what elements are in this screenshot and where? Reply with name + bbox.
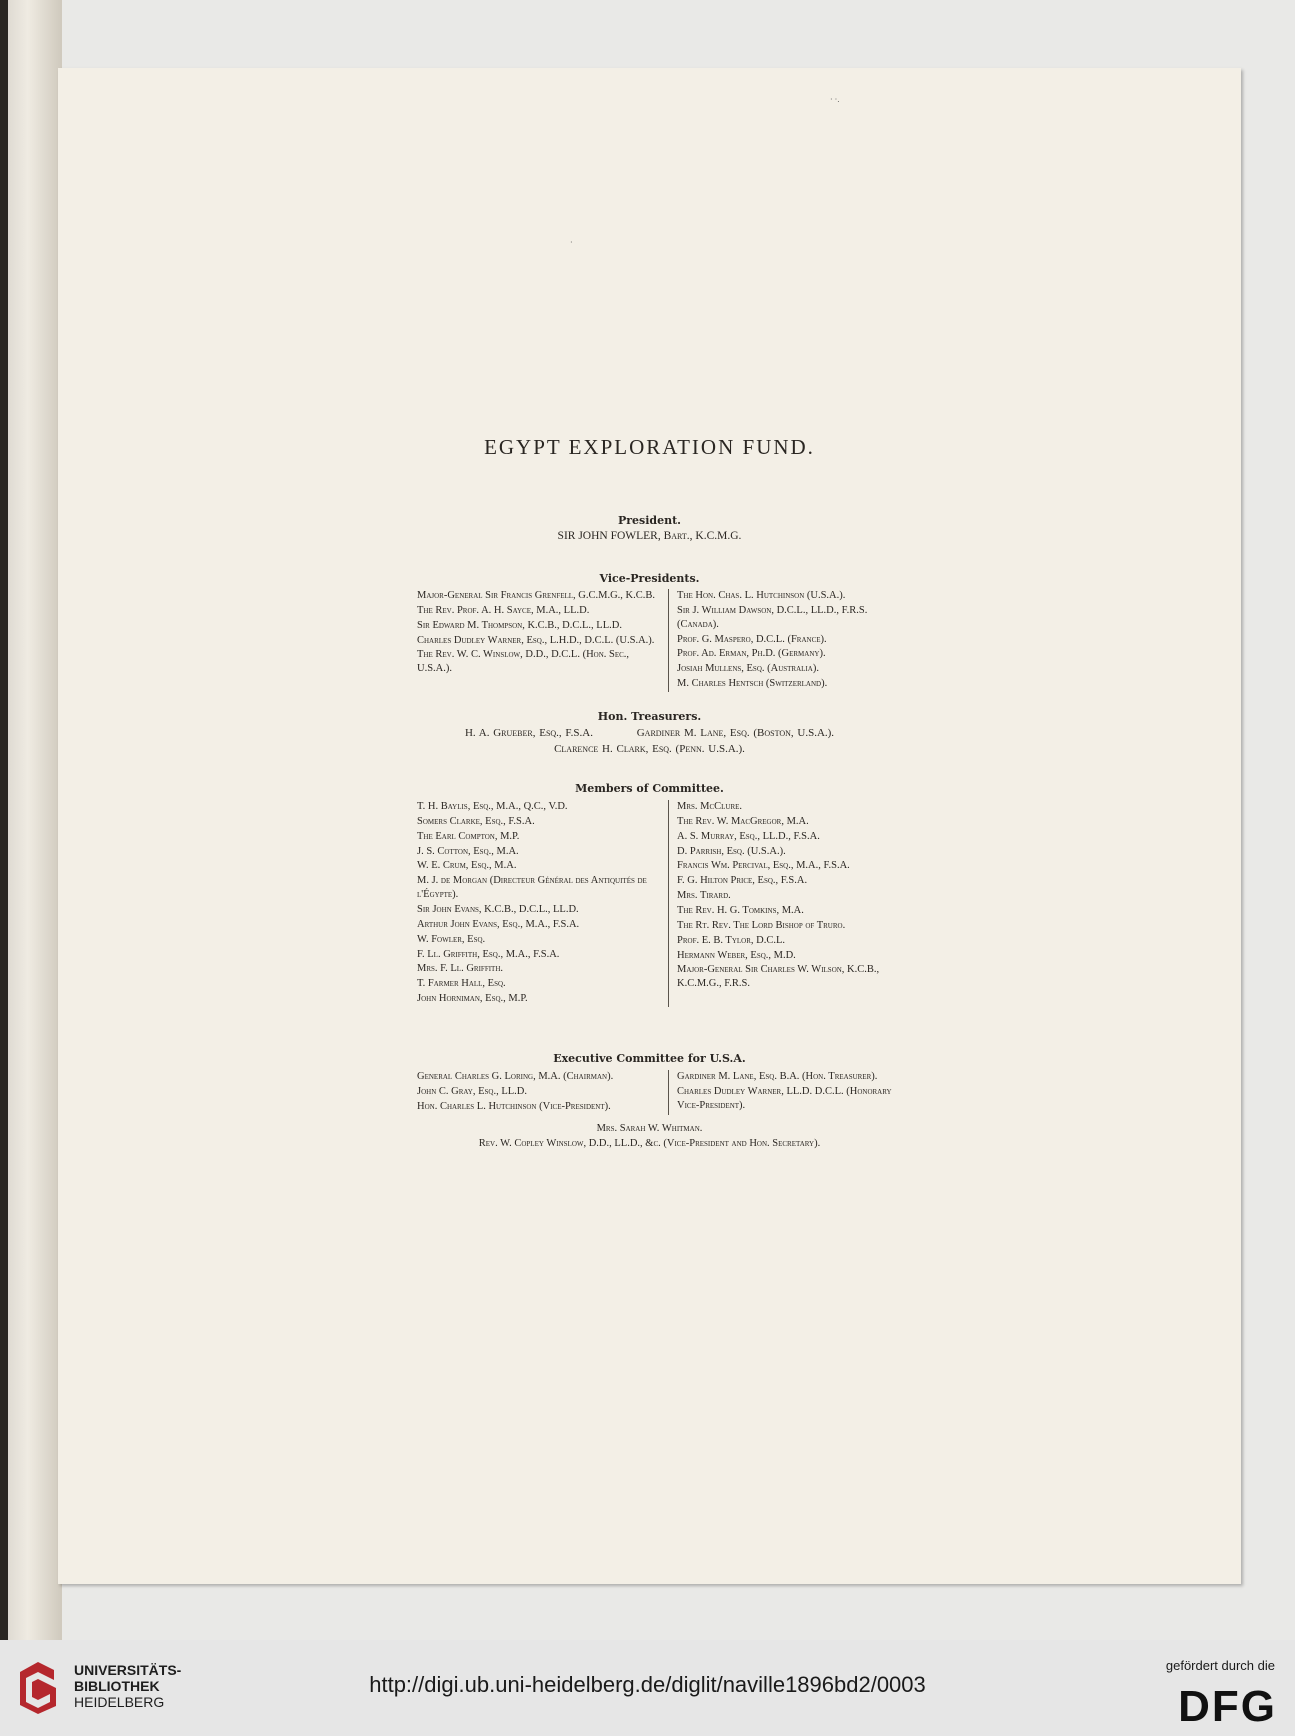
- treasurers-line-2: Clarence H. Clark, Esq. (Penn. U.S.A.).: [554, 743, 745, 755]
- committee-list: [417, 800, 957, 1007]
- list-item: M. Charles Hentsch (Switzerland).: [677, 678, 828, 690]
- president-name: SIR JOHN FOWLER, Bart., K.C.M.G.: [557, 530, 742, 542]
- executive-right-column: [669, 1070, 907, 1115]
- list-item: The Hon. Chas. L. Hutchinson (U.S.A.).: [677, 590, 846, 601]
- list-item: Charles Dudley Warner, LL.D. D.C.L. (Honorary Vice-President).: [677, 1085, 892, 1111]
- book-cover-edge: [0, 0, 8, 1640]
- permalink-url[interactable]: http://digi.ub.uni-heidelberg.de/diglit/naville1896bd2/0003: [369, 1672, 926, 1697]
- library-name-line-1: UNIVERSITÄTS-: [74, 1662, 182, 1678]
- executive-list: [417, 1070, 957, 1115]
- list-item: Major-General Sir Charles W. Wilson, K.C.B., K.C.M.G., F.R.S.: [677, 964, 880, 990]
- list-item: Charles Dudley Warner, Esq., L.H.D., D.C.L. (U.S.A.).: [417, 634, 655, 646]
- list-item: Mrs. McClure.: [677, 801, 743, 812]
- list-item: Mrs. F. Ll. Griffith.: [417, 963, 503, 975]
- vice-presidents-list: [417, 589, 957, 692]
- executive-left-column: [417, 1070, 669, 1115]
- committee-left-column: [417, 800, 669, 1007]
- library-name-line-2: BIBLIOTHEK: [74, 1678, 160, 1694]
- treasurers-line-1: [58, 727, 1241, 739]
- vice-presidents-right-column: [669, 589, 907, 692]
- list-item: T. Farmer Hall, Esq.: [417, 978, 506, 990]
- list-item: Hon. Charles L. Hutchinson (Vice-President).: [417, 1100, 611, 1112]
- page-title: EGYPT EXPLORATION FUND.: [484, 435, 815, 459]
- list-item: Sir J. William Dawson, D.C.L., LL.D., F.R.S. (Canada).: [677, 604, 868, 630]
- treasurer-name: Gardiner M. Lane, Esq. (Boston, U.S.A.).: [636, 727, 835, 739]
- list-item: The Rev. H. G. Tomkins, M.A.: [677, 905, 804, 917]
- vice-presidents-heading: Vice-Presidents.: [599, 572, 700, 585]
- list-item: A. S. Murray, Esq., LL.D., F.S.A.: [677, 830, 820, 842]
- president-heading: President.: [617, 514, 682, 527]
- list-item: M. J. de Morgan (Directeur Général des Antiquités de l'Égypte).: [417, 875, 647, 901]
- treasurers-heading: Hon. Treasurers.: [597, 710, 702, 723]
- list-item: Sir John Evans, K.C.B., D.C.L., LL.D.: [417, 904, 579, 916]
- list-item: Arthur John Evans, Esq., M.A., F.S.A.: [417, 918, 580, 930]
- committee-right-column: [669, 800, 907, 1007]
- list-item: The Rt. Rev. The Lord Bishop of Truro.: [677, 919, 846, 931]
- list-item: T. H. Baylis, Esq., M.A., Q.C., V.D.: [417, 801, 568, 812]
- list-item: Major-General Sir Francis Grenfell, G.C.M.G., K.C.B.: [417, 590, 656, 601]
- list-item: Hermann Weber, Esq., M.D.: [677, 949, 796, 961]
- vice-presidents-left-column: [417, 589, 669, 692]
- library-name-line-3: HEIDELBERG: [74, 1694, 165, 1710]
- treasurer-name: H. A. Grueber, Esq., F.S.A.: [464, 727, 593, 739]
- list-item: John C. Gray, Esq., LL.D.: [417, 1085, 527, 1097]
- list-item: John Horniman, Esq., M.P.: [417, 993, 528, 1005]
- list-item: Josiah Mullens, Esq. (Australia).: [677, 663, 819, 675]
- list-item: Mrs. Tirard.: [677, 890, 731, 902]
- list-item: Prof. G. Maspero, D.C.L. (France).: [677, 633, 827, 645]
- list-item: F. G. Hilton Price, Esq., F.S.A.: [677, 875, 808, 887]
- list-item: General Charles G. Loring, M.A. (Chairman).: [417, 1071, 614, 1082]
- list-item: The Rev. Prof. A. H. Sayce, M.A., LL.D.: [417, 604, 590, 616]
- list-item: Sir Edward M. Thompson, K.C.B., D.C.L., LL.D.: [417, 619, 622, 631]
- list-item: Prof. Ad. Erman, Ph.D. (Germany).: [677, 648, 826, 660]
- list-item: The Earl Compton, M.P.: [417, 830, 520, 842]
- executive-line-1: Mrs. Sarah W. Whitman.: [596, 1123, 703, 1134]
- speck-marks: · ·.: [830, 95, 840, 104]
- list-item: The Rev. W. MacGregor, M.A.: [677, 815, 809, 827]
- list-item: F. Ll. Griffith, Esq., M.A., F.S.A.: [417, 948, 560, 960]
- executive-heading: Executive Committee for U.S.A.: [553, 1052, 746, 1065]
- list-item: J. S. Cotton, Esq., M.A.: [417, 845, 519, 857]
- list-item: W. Fowler, Esq.: [417, 933, 486, 945]
- scanned-page: [58, 68, 1241, 1584]
- list-item: Gardiner M. Lane, Esq. B.A. (Hon. Treasurer).: [677, 1071, 878, 1082]
- list-item: Prof. E. B. Tylor, D.C.L.: [677, 934, 786, 946]
- committee-heading: Members of Committee.: [575, 782, 724, 795]
- funded-by-label: gefördert durch die: [1165, 1658, 1275, 1673]
- list-item: Somers Clarke, Esq., F.S.A.: [417, 815, 535, 827]
- list-item: The Rev. W. C. Winslow, D.D., D.C.L. (Hon. Sec., U.S.A.).: [417, 649, 630, 675]
- dfg-logo: DFG: [1178, 1682, 1277, 1731]
- speck-marks: ·: [570, 238, 573, 247]
- footer-bar: [0, 1640, 1295, 1736]
- list-item: D. Parrish, Esq. (U.S.A.).: [677, 845, 786, 857]
- executive-line-2: Rev. W. Copley Winslow, D.D., LL.D., &c. (Vice-President and Hon. Secretary).: [478, 1138, 821, 1149]
- list-item: W. E. Crum, Esq., M.A.: [417, 860, 517, 872]
- list-item: Francis Wm. Percival, Esq., M.A., F.S.A.: [677, 860, 850, 872]
- book-page-edge: [0, 0, 62, 1640]
